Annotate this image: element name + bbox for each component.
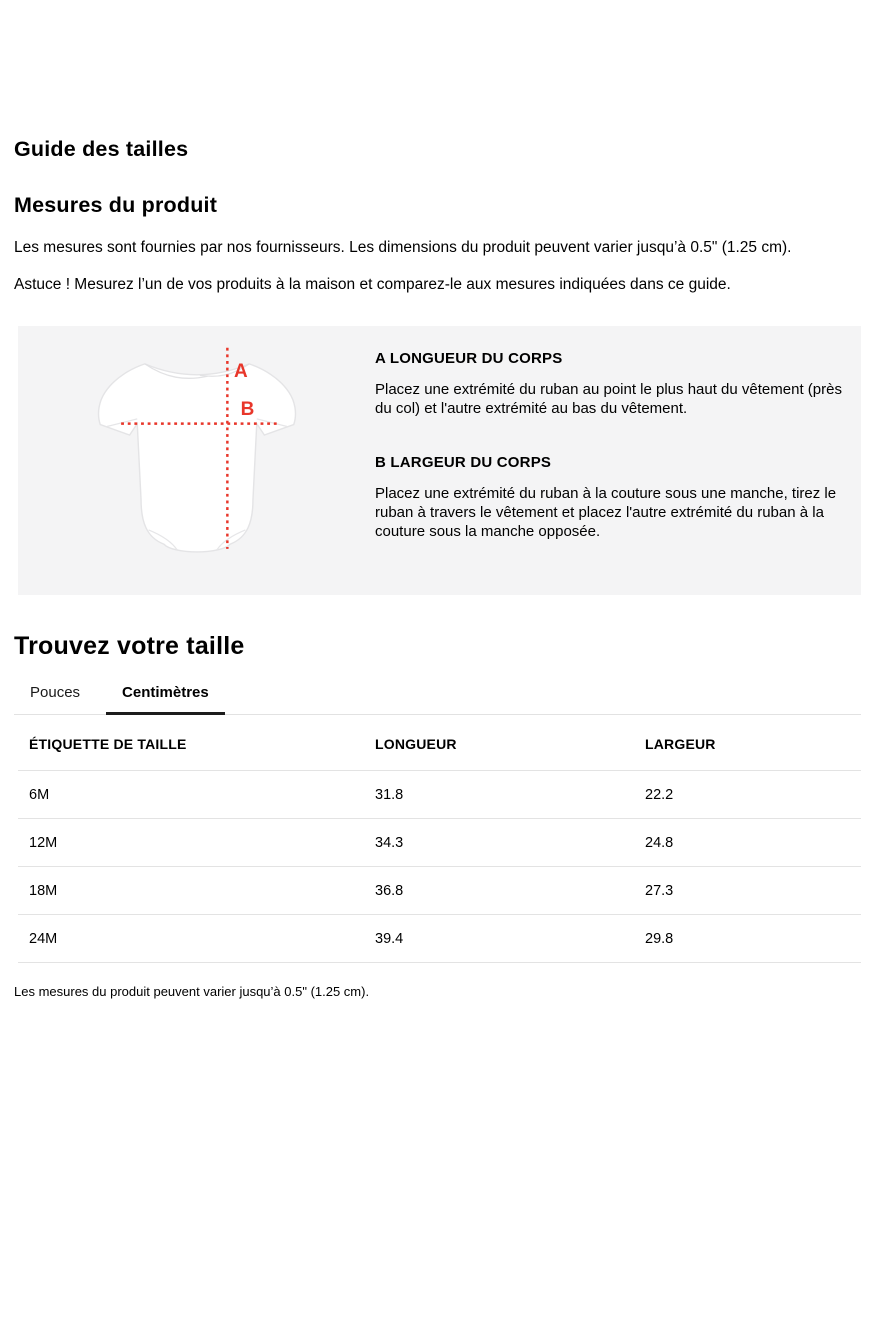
size-table-header-row [18,715,861,771]
length-instruction-text: Placez une extrémité du ruban au point le plus haut du vêtement (près du col) et l'autre extrémité au bas du vêtement. [375,381,842,417]
table-row-6m [18,771,861,819]
length-value-cell: 34.3 [375,819,645,867]
measures-intro-text: Les mesures sont fournies par nos fournisseurs. Les dimensions du produit peuvent varier jusqu’à 0.5" (1.25 cm). [14,239,792,256]
label-a-marker: A [233,361,248,383]
width-value-cell: 22.2 [645,771,861,819]
size-label-cell: 6M [18,771,375,819]
length-value-cell: 31.8 [375,771,645,819]
measure-instructions [375,326,861,595]
size-label-cell: 12M [18,819,375,867]
column-header-size-label: ÉTIQUETTE DE TAILLE [29,736,187,753]
tab-pouces[interactable]: Pouces [14,674,96,714]
measurement-panel [18,326,861,595]
table-row-18m [18,867,861,915]
bodysuit-body-shape [98,364,295,552]
table-row-24m [18,915,861,963]
baby-bodysuit-diagram-image [31,330,363,578]
column-header-width: LARGEUR [645,736,716,753]
label-b-marker: B [240,399,254,421]
length-instruction-title: A LONGUEUR DU CORPS [375,350,563,368]
size-label-cell: 24M [18,915,375,963]
column-header-length: LONGUEUR [375,736,457,753]
width-instruction-text: Placez une extrémité du ruban à la couture sous une manche, tirez le ruban à travers le vêtement et placez l'autre extrémité du ruban à la couture sous la manche opposée. [375,485,837,540]
section-title-find-size: Trouvez votre taille [14,632,245,661]
size-guide-page [0,137,884,1337]
tab-centimetres[interactable]: Centimètres [106,674,225,714]
size-table [18,715,861,963]
page-title: Guide des tailles [14,137,189,161]
bodysuit-figure [18,326,375,595]
table-row-12m [18,819,861,867]
measures-tip-text: Astuce ! Mesurez l’un de vos produits à la maison et comparez-le aux mesures indiquées dans ce guide. [14,276,731,294]
variance-footnote: Les mesures du produit peuvent varier jusqu’à 0.5" (1.25 cm). [14,984,370,1000]
width-instruction-title: B LARGEUR DU CORPS [375,454,552,472]
length-value-cell: 39.4 [375,915,645,963]
width-value-cell: 24.8 [645,819,861,867]
unit-tabs [14,674,861,715]
width-value-cell: 29.8 [645,915,861,963]
section-title-product-measures: Mesures du produit [14,193,218,217]
length-value-cell: 36.8 [375,867,645,915]
width-value-cell: 27.3 [645,867,861,915]
size-label-cell: 18M [18,867,375,915]
